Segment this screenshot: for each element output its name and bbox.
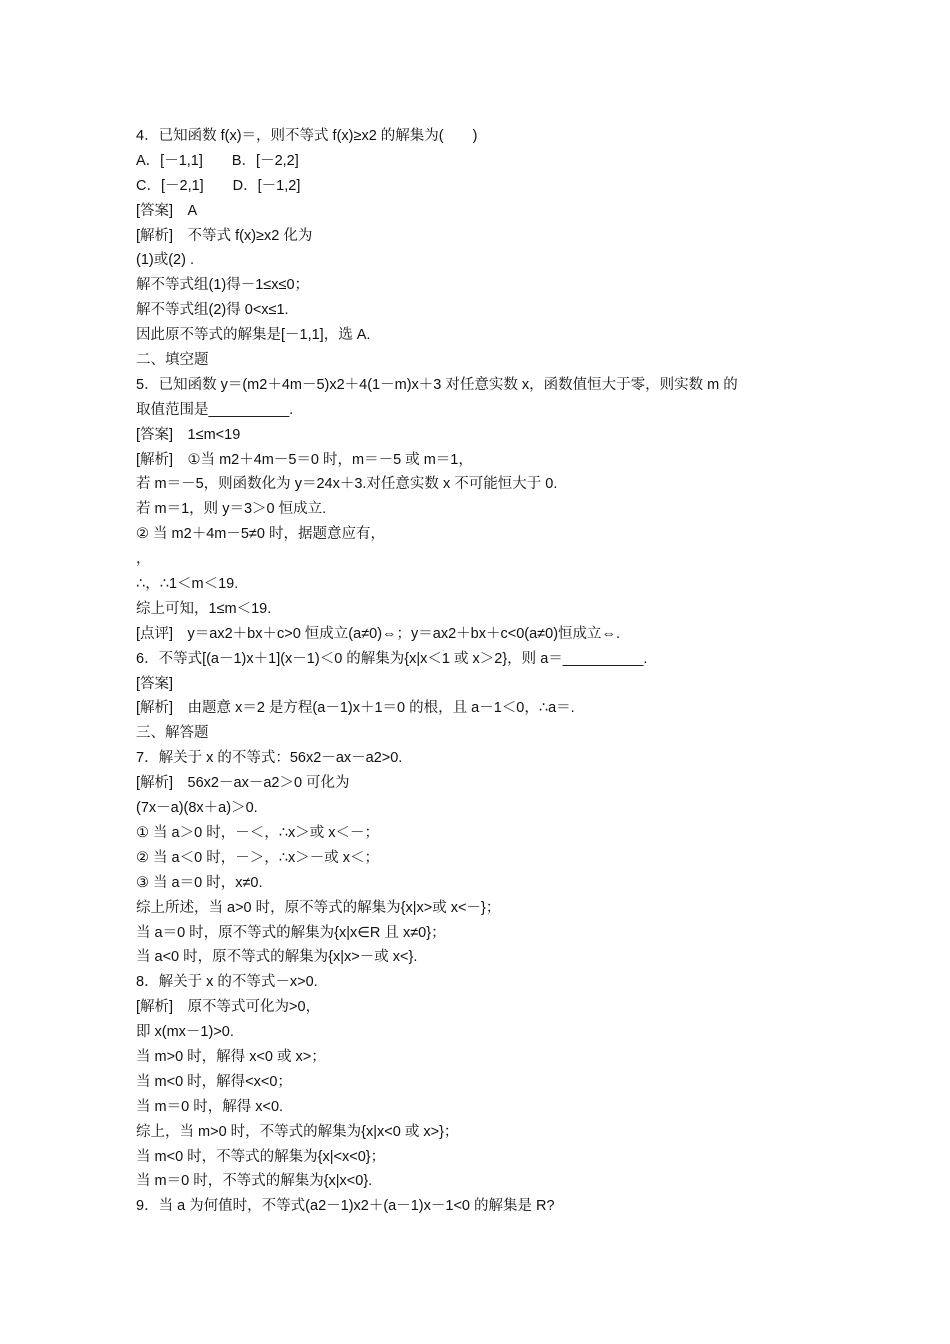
question-7-analysis-line: ① 当 a＞0 时，－＜，∴x＞或 x＜－； (136, 824, 379, 841)
question-5-comment: [点评] y＝ax2＋bx＋c>0 恒成立(a≠0)⇔；y＝ax2＋bx＋c<0(a≠0)恒成立⇔. (136, 625, 621, 642)
question-7-stem: 7．解关于 x 的不等式：56x2－ax－a2>0. (136, 750, 403, 767)
question-6-answer: [答案] (136, 675, 174, 692)
question-5-analysis-line: ， (136, 551, 151, 568)
section-heading-solutions: 三、解答题 (136, 725, 209, 742)
question-5-analysis-line: ② 当 m2＋4m－5≠0 时，据题意应有， (136, 526, 385, 543)
question-5-stem-cont: 取值范围是__________. (136, 401, 294, 418)
question-7-analysis-line: (7x－a)(8x＋a)＞0. (136, 800, 258, 817)
question-5-analysis-line: ∴，∴1＜m＜19. (136, 576, 239, 593)
question-4-options-cd: C．[－2,1] D．[－1,2] (136, 177, 301, 194)
question-8-analysis-line: 当 m<0 时，解得<x<0； (136, 1073, 292, 1090)
question-5-analysis-line: 若 m＝－5，则函数化为 y＝24x＋3.对任意实数 x 不可能恒大于 0. (136, 476, 558, 493)
question-8-analysis: [解析] 原不等式可化为>0， (136, 999, 321, 1016)
question-7-analysis-line: 综上所述，当 a>0 时，原不等式的解集为{x|x>或 x<－}； (136, 899, 501, 916)
question-9-stem: 9．当 a 为何值时，不等式(a2－1)x2＋(a－1)x－1<0 的解集是 R? (136, 1198, 555, 1215)
question-8-analysis-line: 综上，当 m>0 时，不等式的解集为{x|x<0 或 x>}； (136, 1123, 459, 1140)
question-7-analysis-line: 当 a<0 时，原不等式的解集为{x|x>－或 x<}. (136, 949, 418, 966)
question-8-stem: 8．解关于 x 的不等式－x>0. (136, 974, 318, 991)
question-4-options-ab: A．[－1,1] B．[－2,2] (136, 152, 299, 169)
question-4-answer: [答案] A (136, 202, 198, 219)
question-7-analysis-line: 当 a＝0 时，原不等式的解集为{x|x∈R 且 x≠0}； (136, 924, 446, 941)
question-5-analysis-line: 综上可知，1≤m＜19. (136, 600, 272, 617)
question-5-analysis-line: 若 m＝1，则 y＝3＞0 恒成立. (136, 501, 327, 518)
question-8-analysis-line: 当 m＝0 时，解得 x<0. (136, 1098, 284, 1115)
question-5-analysis: [解析] ①当 m2＋4m－5＝0 时，m＝－5 或 m＝1， (136, 451, 473, 468)
question-4-analysis-line: (1)或(2) . (136, 252, 194, 269)
section-heading-fill-in: 二、填空题 (136, 352, 209, 369)
question-6-stem: 6．不等式[(a－1)x＋1](x－1)＜0 的解集为{x|x＜1 或 x＞2}，则 a＝__________. (136, 650, 648, 667)
question-7-analysis: [解析] 56x2－ax－a2＞0 可化为 (136, 775, 350, 792)
question-4-analysis-line: 解不等式组(1)得－1≤x≤0； (136, 277, 310, 294)
question-5-answer: [答案] 1≤m<19 (136, 426, 241, 443)
document-body (136, 124, 826, 1219)
question-8-analysis-line: 当 m＝0 时，不等式的解集为{x|x<0}. (136, 1173, 373, 1190)
question-8-analysis-line: 当 m>0 时，解得 x<0 或 x>； (136, 1048, 326, 1065)
question-4-analysis-line: 解不等式组(2)得 0<x≤1. (136, 302, 289, 319)
question-8-analysis-line: 当 m<0 时，不等式的解集为{x|<x<0}； (136, 1148, 386, 1165)
question-4-stem: 4．已知函数 f(x)＝，则不等式 f(x)≥x2 的解集为( ) (136, 128, 478, 144)
question-4-analysis: [解析] 不等式 f(x)≥x2 化为 (136, 227, 313, 244)
question-7-analysis-line: ③ 当 a＝0 时，x≠0. (136, 874, 263, 891)
question-4-analysis-line: 因此原不等式的解集是[－1,1]，选 A. (136, 327, 371, 344)
question-5-stem: 5．已知函数 y＝(m2＋4m－5)x2＋4(1－m)x＋3 对任意实数 x，函数值恒大于零，则实数 m 的 (136, 376, 738, 393)
question-8-analysis-line: 即 x(mx－1)>0. (136, 1024, 234, 1041)
question-6-analysis: [解析] 由题意 x＝2 是方程(a－1)x＋1＝0 的根，且 a－1＜0，∴a＝. (136, 700, 575, 717)
question-7-analysis-line: ② 当 a＜0 时，－＞，∴x＞－或 x＜； (136, 849, 379, 866)
